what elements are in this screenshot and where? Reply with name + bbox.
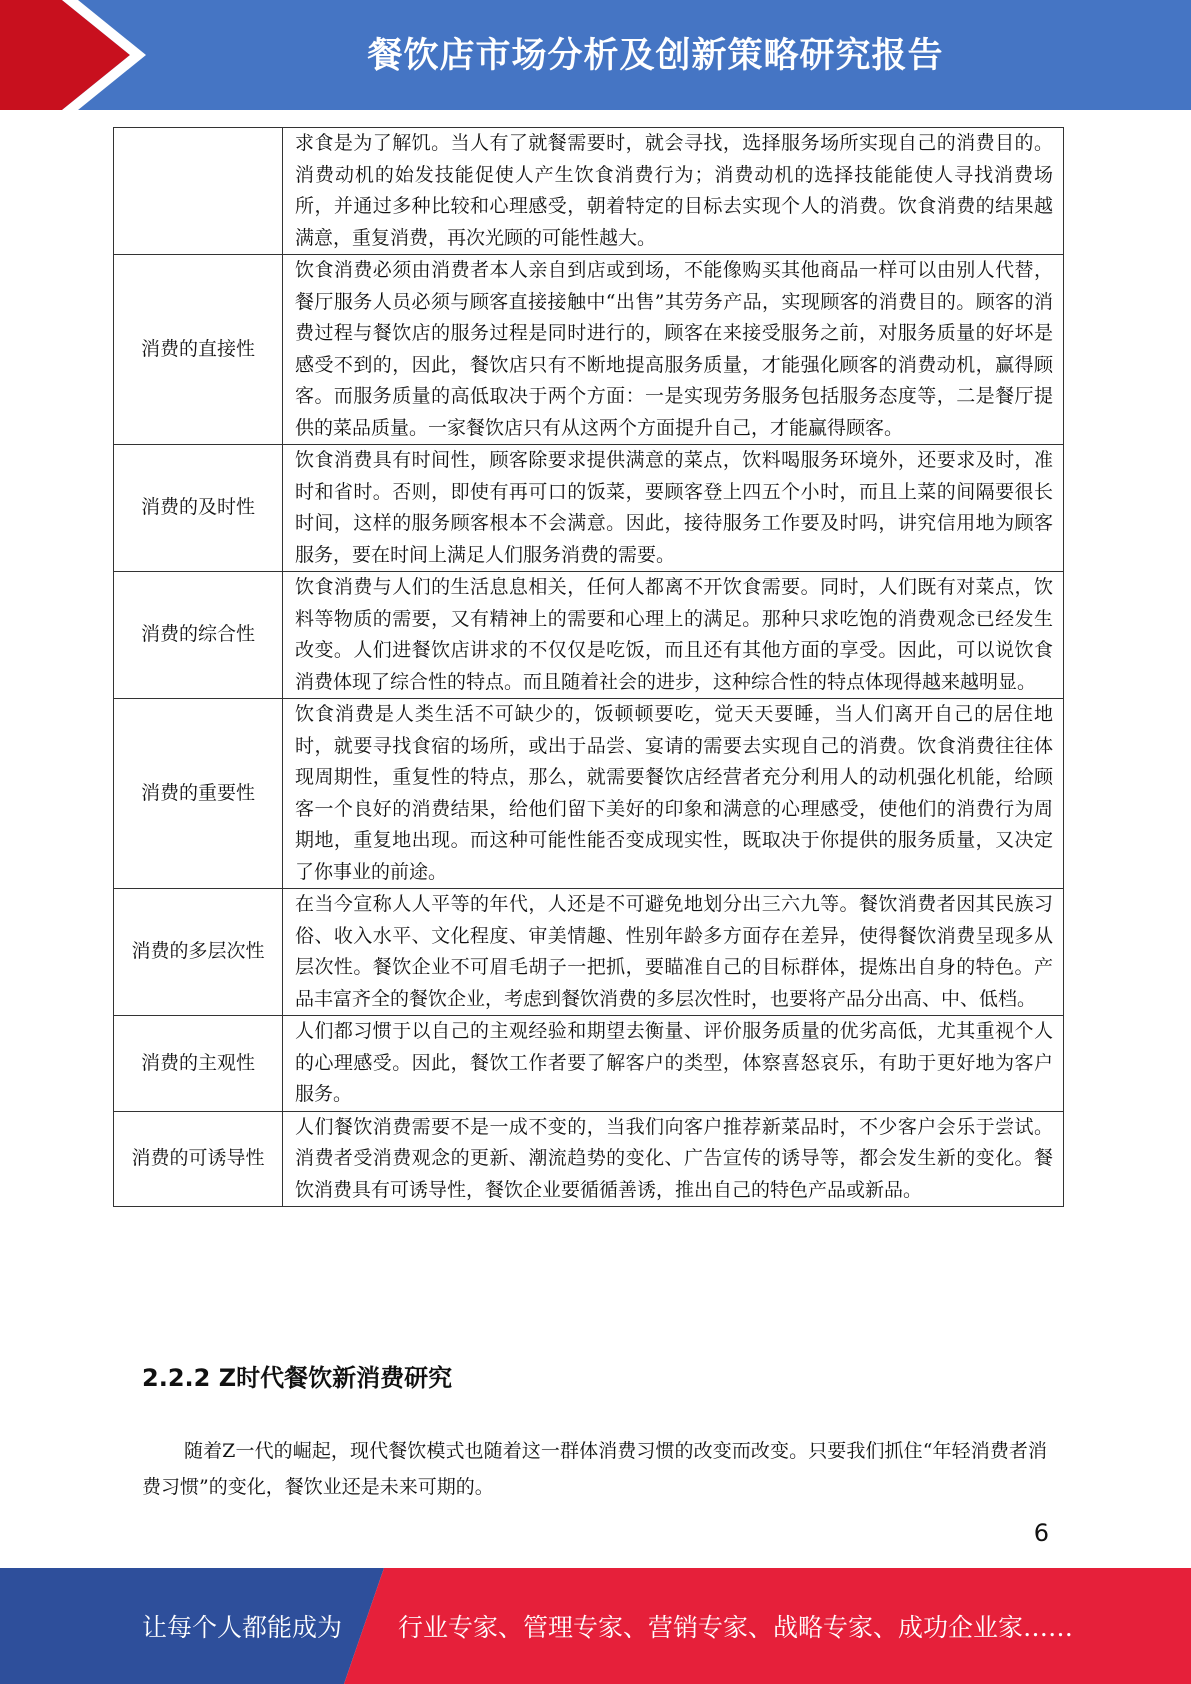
row-description: 饮食消费是人类生活不可缺少的，饭顿顿要吃，觉天天要睡，当人们离开自己的居住地时，就要寻找食宿的场所，或出于品尝、宴请的需要去实现自己的消费。饮食消费往往体现周期性，重复性的特点，那么，就需要餐饮店经营者充分利用人的动机强化机能，给顾客一个良好的消费结果，给他们留下美好的印象和满意的心理感受，使他们的消费行为周期地，重复地出现。而这种可能性能否变成现实性，既取决于你提供的服务质量，又决定了你事业的前途。 — [283, 699, 1064, 889]
table-row — [114, 889, 1064, 1016]
row-label: 消费的多层次性 — [114, 889, 283, 1016]
row-label — [114, 128, 283, 255]
page-number: 6 — [1033, 1519, 1049, 1547]
section-heading: 2.2.2 Z时代餐饮新消费研究 — [142, 1364, 453, 1392]
table-row — [114, 445, 1064, 572]
table-body — [114, 128, 1064, 1207]
table-row — [114, 572, 1064, 699]
row-description: 人们都习惯于以自己的主观经验和期望去衡量、评价服务质量的优劣高低，尤其重视个人的心理感受。因此，餐饮工作者要了解客户的类型，体察喜怒哀乐，有助于更好地为客户服务。 — [283, 1016, 1064, 1112]
row-label: 消费的重要性 — [114, 699, 283, 889]
row-label: 消费的直接性 — [114, 255, 283, 445]
table-row — [114, 699, 1064, 889]
row-description: 饮食消费必须由消费者本人亲自到店或到场，不能像购买其他商品一样可以由别人代替，餐厅服务人员必须与顾客直接接触中“出售”其劳务产品，实现顾客的消费目的。顾客的消费过程与餐饮店的服务过程是同时进行的，顾客在来接受服务之前，对服务质量的好坏是感受不到的，因此，餐饮店只有不断地提高服务质量，才能强化顾客的消费动机，赢得顾客。而服务质量的高低取决于两个方面：一是实现劳务服务包括服务态度等，二是餐厅提供的菜品质量。一家餐饮店只有从这两个方面提升自己，才能赢得顾客。 — [283, 255, 1064, 445]
row-description: 求食是为了解饥。当人有了就餐需要时，就会寻找，选择服务场所实现自己的消费目的。消费动机的始发技能促使人产生饮食消费行为；消费动机的选择技能能使人寻找消费场所，并通过多种比较和心理感受，朝着特定的目标去实现个人的消费。饮食消费的结果越满意，重复消费，再次光顾的可能性越大。 — [283, 128, 1064, 255]
header-arrow-decoration — [0, 0, 160, 110]
page-footer — [0, 1568, 1191, 1684]
row-description: 人们餐饮消费需要不是一成不变的，当我们向客户推荐新菜品时，不少客户会乐于尝试。消费者受消费观念的更新、潮流趋势的变化、广告宣传的诱导等，都会发生新的变化。餐饮消费具有可诱导性，餐饮企业要循循善诱，推出自己的特色产品或新品。 — [283, 1111, 1064, 1207]
table-row — [114, 1016, 1064, 1112]
footer-slogan-left: 让每个人都能成为 — [142, 1613, 343, 1642]
header-title-wrapper — [180, 0, 1191, 106]
document-title: 餐饮店市场分析及创新策略研究报告 — [367, 36, 944, 76]
row-label: 消费的及时性 — [114, 445, 283, 572]
row-label: 消费的主观性 — [114, 1016, 283, 1112]
footer-slogan-right: 行业专家、管理专家、营销专家、战略专家、成功企业家…… — [398, 1613, 1074, 1642]
row-description: 饮食消费具有时间性，顾客除要求提供满意的菜点，饮料喝服务环境外，还要求及时，准时和省时。否则，即使有再可口的饭菜，要顾客登上四五个小时，而且上菜的间隔要很长时间，这样的服务顾客根本不会满意。因此，接待服务工作要及时吗，讲究信用地为顾客服务，要在时间上满足人们服务消费的需要。 — [283, 445, 1064, 572]
table-row — [114, 128, 1064, 255]
section-paragraph: 随着Z一代的崛起，现代餐饮模式也随着这一群体消费习惯的改变而改变。只要我们抓住“年轻消费者消费习惯”的变化，餐饮业还是未来可期的。 — [142, 1440, 1047, 1498]
row-description: 在当今宣称人人平等的年代，人还是不可避免地划分出三六九等。餐饮消费者因其民族习俗、收入水平、文化程度、审美情趣、性别年龄多方面存在差异，使得餐饮消费呈现多从层次性。餐饮企业不可眉毛胡子一把抓，要瞄准自己的目标群体，提炼出自身的特色。产品丰富齐全的餐饮企业，考虑到餐饮消费的多层次性时，也要将产品分出高、中、低档。 — [283, 889, 1064, 1016]
table-row — [114, 255, 1064, 445]
consumption-characteristics-table — [113, 127, 1064, 1207]
row-description: 饮食消费与人们的生活息息相关，任何人都离不开饮食需要。同时，人们既有对菜点，饮料等物质的需要，又有精神上的需要和心理上的满足。那种只求吃饱的消费观念已经发生改变。人们进餐饮店讲求的不仅仅是吃饭，而且还有其他方面的享受。因此，可以说饮食消费体现了综合性的特点。而且随着社会的进步，这种综合性的特点体现得越来越明显。 — [283, 572, 1064, 699]
table-row — [114, 1111, 1064, 1207]
row-label: 消费的可诱导性 — [114, 1111, 283, 1207]
page-header — [0, 0, 1191, 110]
row-label: 消费的综合性 — [114, 572, 283, 699]
